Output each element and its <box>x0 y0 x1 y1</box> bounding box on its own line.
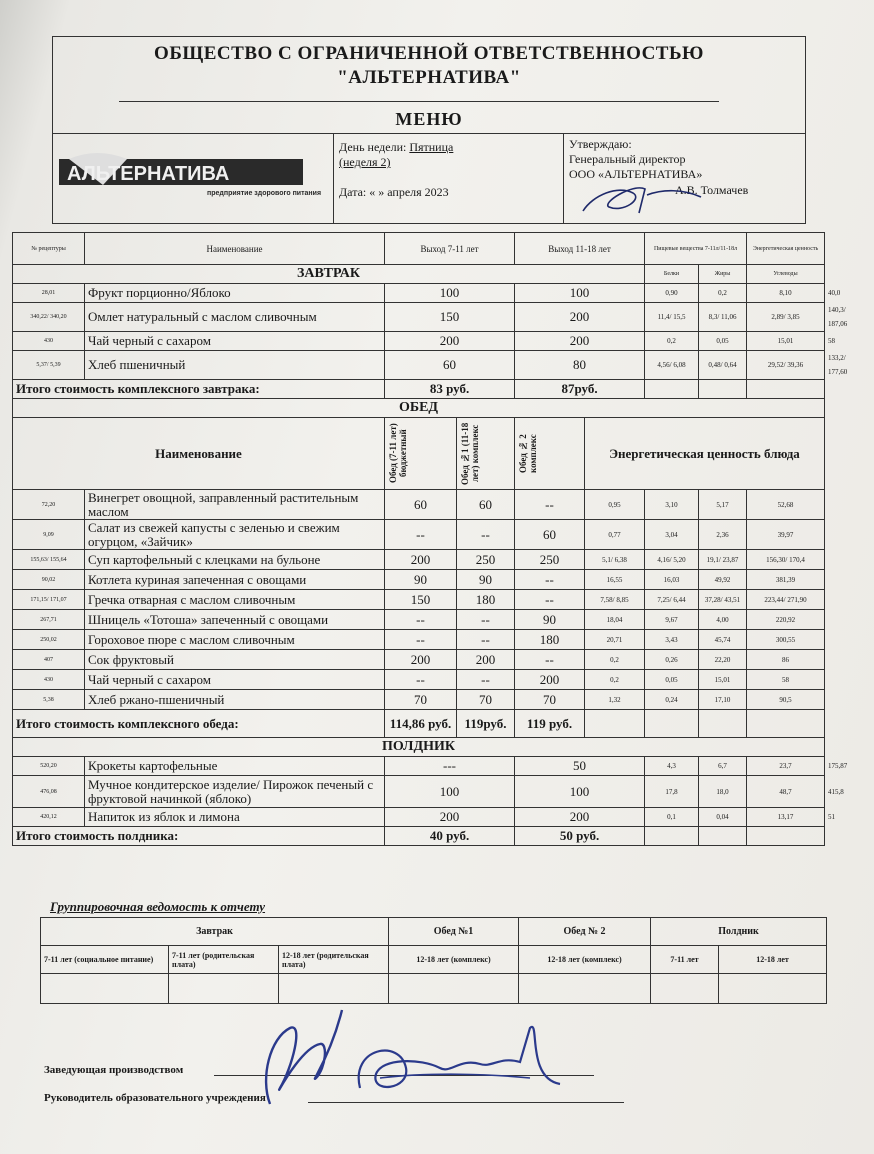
summary-col-1: 7-11 лет (социальное питание) <box>41 946 169 974</box>
fats: 6,7 <box>699 757 747 776</box>
portion-o1: 60 <box>385 490 457 520</box>
total-label: Итого стоимость комплексного завтрака: <box>13 380 385 399</box>
approve-label: Утверждаю: <box>569 137 632 151</box>
energy: 86 <box>747 650 825 670</box>
portion-o3: 60 <box>515 520 585 550</box>
total-7-11: 83 руб. <box>385 380 515 399</box>
fats: 0,04 <box>699 808 747 827</box>
divider <box>119 101 719 102</box>
carbs: 13,17 <box>747 808 825 827</box>
dish-name: Салат из свежей капусты с зеленью и свежим огурцом, «Зайчик» <box>85 520 385 550</box>
portion-7-11: --- <box>385 757 515 776</box>
company-logo <box>57 155 322 217</box>
summary-col-6: 7-11 лет <box>651 946 719 974</box>
portion-7-11: 100 <box>385 284 515 303</box>
fats: 9,67 <box>645 610 699 630</box>
proteins: 17,8 <box>645 776 699 808</box>
signature-head-production: Заведующая производством <box>44 1064 184 1076</box>
dish-name: Хлеб пшеничный <box>85 351 385 380</box>
day-value: Пятница <box>409 140 454 154</box>
portion-7-11: 200 <box>385 808 515 827</box>
summary-subheader-row <box>41 946 827 974</box>
fats: 0,48/ 0,64 <box>699 351 747 380</box>
total-o1: 114,86 руб. <box>385 710 457 738</box>
portion-o3: -- <box>515 590 585 610</box>
table-header-row <box>13 233 825 265</box>
recipe-no: 250,02 <box>13 630 85 650</box>
snack-section-row <box>13 738 825 757</box>
portion-7-11: 150 <box>385 303 515 332</box>
table-row <box>13 570 825 590</box>
portion-11-18: 100 <box>515 284 645 303</box>
dish-name: Сок фруктовый <box>85 650 385 670</box>
total-11-18: 50 руб. <box>515 827 645 846</box>
divider <box>333 133 334 223</box>
fats: 4,16/ 5,20 <box>645 550 699 570</box>
energy: 52,68 <box>747 490 825 520</box>
recipe-no: 9,09 <box>13 520 85 550</box>
header-out-11-18: Выход 11-18 лет <box>515 233 645 265</box>
recipe-no: 340,22/ 340,20 <box>13 303 85 332</box>
proteins: 4,3 <box>645 757 699 776</box>
proteins: 4,56/ 6,08 <box>645 351 699 380</box>
portion-o1: 90 <box>385 570 457 590</box>
portion-o3: -- <box>515 570 585 590</box>
carbs: 19,1/ 23,87 <box>699 550 747 570</box>
recipe-no: 171,15/ 171,07 <box>13 590 85 610</box>
recipe-no: 476,08 <box>13 776 85 808</box>
energy: 300,55 <box>747 630 825 650</box>
proteins: 7,58/ 8,85 <box>585 590 645 610</box>
dish-name: Фрукт порционно/Яблоко <box>85 284 385 303</box>
carbs: 23,7 <box>747 757 825 776</box>
signature-head-school: Руководитель образовательного учреждения <box>44 1092 266 1104</box>
portion-o1: 150 <box>385 590 457 610</box>
table-row <box>13 332 825 351</box>
dish-name: Винегрет овощной, заправленный растительным маслом <box>85 490 385 520</box>
total-11-18: 87руб. <box>515 380 645 399</box>
portion-o2: 90 <box>457 570 515 590</box>
lunch-header-o2: Обед №1 (11-18 лет) комплекс <box>460 422 480 485</box>
proteins: 0,95 <box>585 490 645 520</box>
proteins: 5,1/ 6,38 <box>585 550 645 570</box>
day-of-week <box>339 140 453 170</box>
dish-name: Котлета куриная запеченная с овощами <box>85 570 385 590</box>
dish-name: Чай черный с сахаром <box>85 670 385 690</box>
carbs: 8,10 <box>747 284 825 303</box>
carbs: 48,7 <box>747 776 825 808</box>
carbs: 15,01 <box>699 670 747 690</box>
week-label: (неделя 2) <box>339 155 391 169</box>
table-row <box>13 590 825 610</box>
document-title: МЕНЮ <box>395 109 463 129</box>
table-row <box>13 808 825 827</box>
company-name: ООО «АЛЬТЕРНАТИВА» <box>569 167 703 181</box>
header-recipe-no: № рецептуры <box>13 233 85 265</box>
energy: 156,30/ 170,4 <box>747 550 825 570</box>
portion-o3: 250 <box>515 550 585 570</box>
energy: 220,92 <box>747 610 825 630</box>
portion-o3: 180 <box>515 630 585 650</box>
table-row <box>13 550 825 570</box>
table-row <box>13 776 825 808</box>
portion-o1: 70 <box>385 690 457 710</box>
handwritten-signatures <box>230 1008 590 1118</box>
recipe-no: 5,38 <box>13 690 85 710</box>
portion-o1: 200 <box>385 650 457 670</box>
portion-o3: 200 <box>515 670 585 690</box>
carbs: 37,28/ 43,51 <box>699 590 747 610</box>
fats: 16,03 <box>645 570 699 590</box>
portion-7-11: 60 <box>385 351 515 380</box>
fats: 0,26 <box>645 650 699 670</box>
logo-name: АЛЬТЕРНАТИВА <box>67 163 230 185</box>
recipe-no: 267,71 <box>13 610 85 630</box>
proteins: 0,2 <box>645 332 699 351</box>
proteins: 0,2 <box>585 670 645 690</box>
summary-col-2: 7-11 лет (родительская плата) <box>169 946 279 974</box>
date-line: Дата: « » апреля 2023 <box>339 185 449 199</box>
header-nutrients: Пищевые вещества 7-11л/11-18л <box>645 233 747 265</box>
portion-o1: 200 <box>385 550 457 570</box>
lunch-total-row <box>13 710 825 738</box>
fats: 0,2 <box>699 284 747 303</box>
portion-o1: -- <box>385 520 457 550</box>
table-row <box>13 284 825 303</box>
recipe-no: 28,01 <box>13 284 85 303</box>
lunch-header-o3: Обед № 2 комплекс <box>518 434 539 473</box>
recipe-no: 407 <box>13 650 85 670</box>
carbs: 45,74 <box>699 630 747 650</box>
proteins: 1,32 <box>585 690 645 710</box>
table-row <box>13 303 825 332</box>
dish-name: Чай черный с сахаром <box>85 332 385 351</box>
document-header <box>52 36 806 224</box>
dish-name: Напиток из яблок и лимона <box>85 808 385 827</box>
section-title: ОБЕД <box>13 399 825 418</box>
dish-name: Хлеб ржано-пшеничный <box>85 690 385 710</box>
fats: 7,25/ 6,44 <box>645 590 699 610</box>
portion-o3: -- <box>515 650 585 670</box>
proteins: 11,4/ 15,5 <box>645 303 699 332</box>
header-carbs: Углеводы <box>747 265 825 284</box>
table-row <box>13 610 825 630</box>
summary-lunch2: Обед № 2 <box>519 918 651 946</box>
summary-lunch1: Обед №1 <box>389 918 519 946</box>
fats: 0,24 <box>645 690 699 710</box>
day-label: День недели: <box>339 140 407 154</box>
portion-o3: 90 <box>515 610 585 630</box>
portion-o2: -- <box>457 610 515 630</box>
portion-o3: -- <box>515 490 585 520</box>
portion-11-18: 200 <box>515 303 645 332</box>
header-name: Наименование <box>85 233 385 265</box>
carbs: 17,10 <box>699 690 747 710</box>
table-row <box>13 650 825 670</box>
summary-col-7: 12-18 лет <box>719 946 827 974</box>
table-row <box>13 757 825 776</box>
lunch-header-row <box>13 418 825 490</box>
recipe-no: 5,37/ 5,39 <box>13 351 85 380</box>
portion-o2: 70 <box>457 690 515 710</box>
logo-subtitle: предприятие здорового питания <box>207 190 322 197</box>
table-row <box>13 690 825 710</box>
portion-o2: 250 <box>457 550 515 570</box>
energy: 90,5 <box>747 690 825 710</box>
carbs: 22,20 <box>699 650 747 670</box>
dish-name: Омлет натуральный с маслом сливочным <box>85 303 385 332</box>
portion-o2: 60 <box>457 490 515 520</box>
portion-o2: -- <box>457 670 515 690</box>
proteins: 0,2 <box>585 650 645 670</box>
fats: 3,43 <box>645 630 699 650</box>
summary-col-5: 12-18 лет (комплекс) <box>519 946 651 974</box>
org-name-line1: ОБЩЕСТВО С ОГРАНИЧЕННОЙ ОТВЕТСТВЕННОСТЬЮ <box>154 43 704 64</box>
carbs: 5,17 <box>699 490 747 520</box>
energy: 39,97 <box>747 520 825 550</box>
recipe-no: 155,63/ 155,64 <box>13 550 85 570</box>
proteins: 0,77 <box>585 520 645 550</box>
proteins: 20,71 <box>585 630 645 650</box>
summary-snack: Полдник <box>651 918 827 946</box>
table-row <box>13 520 825 550</box>
energy: 58 <box>747 670 825 690</box>
summary-breakfast: Завтрак <box>41 918 389 946</box>
total-label: Итого стоимость полдника: <box>13 827 385 846</box>
fats: 0,05 <box>645 670 699 690</box>
lunch-header-name: Наименование <box>13 418 385 490</box>
portion-o1: -- <box>385 630 457 650</box>
header-proteins: Белки <box>645 265 699 284</box>
total-o3: 119 руб. <box>515 710 585 738</box>
dish-name: Суп картофельный с клецками на бульоне <box>85 550 385 570</box>
total-o2: 119руб. <box>457 710 515 738</box>
summary-empty-row <box>41 974 827 1004</box>
recipe-no: 420,12 <box>13 808 85 827</box>
dish-name: Шницель «Тотоша» запеченный с овощами <box>85 610 385 630</box>
carbs: 2,89/ 3,85 <box>747 303 825 332</box>
proteins: 16,55 <box>585 570 645 590</box>
proteins: 0,1 <box>645 808 699 827</box>
proteins: 18,04 <box>585 610 645 630</box>
portion-o2: -- <box>457 630 515 650</box>
dish-name: Гороховое пюре с маслом сливочным <box>85 630 385 650</box>
carbs: 29,52/ 39,36 <box>747 351 825 380</box>
recipe-no: 90,02 <box>13 570 85 590</box>
lunch-section-row <box>13 399 825 418</box>
fats: 8,3/ 11,06 <box>699 303 747 332</box>
fats: 0,05 <box>699 332 747 351</box>
portion-11-18: 100 <box>515 776 645 808</box>
divider <box>563 133 564 223</box>
director-position: Генеральный директор <box>569 152 686 166</box>
org-name-line2: "АЛЬТЕРНАТИВА" <box>337 67 521 88</box>
table-row <box>13 351 825 380</box>
section-title: ЗАВТРАК <box>13 265 645 284</box>
portion-11-18: 200 <box>515 808 645 827</box>
portion-o1: -- <box>385 610 457 630</box>
energy: 223,44/ 271,90 <box>747 590 825 610</box>
snack-total-row <box>13 827 825 846</box>
portion-11-18: 80 <box>515 351 645 380</box>
fats: 18,0 <box>699 776 747 808</box>
summary-table <box>40 917 827 1004</box>
table-row <box>13 630 825 650</box>
total-label: Итого стоимость комплексного обеда: <box>13 710 385 738</box>
lunch-header-o1: Обед (7-11 лет) бюджетный <box>388 423 408 484</box>
portion-7-11: 200 <box>385 332 515 351</box>
carbs: 49,92 <box>699 570 747 590</box>
carbs: 2,36 <box>699 520 747 550</box>
proteins: 0,90 <box>645 284 699 303</box>
breakfast-section-row <box>13 265 825 284</box>
menu-table <box>12 232 825 846</box>
table-row <box>13 490 825 520</box>
portion-o2: 180 <box>457 590 515 610</box>
dish-name: Мучное кондитерское изделие/ Пирожок печеный с фруктовой начинкой (яблоко) <box>85 776 385 808</box>
header-fats: Жиры <box>699 265 747 284</box>
fats: 3,10 <box>645 490 699 520</box>
summary-col-4: 12-18 лет (комплекс) <box>389 946 519 974</box>
portion-o2: -- <box>457 520 515 550</box>
portion-7-11: 100 <box>385 776 515 808</box>
divider <box>53 133 805 134</box>
dish-name: Гречка отварная с маслом сливочным <box>85 590 385 610</box>
recipe-no: 72,20 <box>13 490 85 520</box>
section-title: ПОЛДНИК <box>13 738 825 757</box>
summary-col-3: 12-18 лет (родительская плата) <box>279 946 389 974</box>
header-energy: Энергетическая ценность <box>747 233 825 265</box>
recipe-no: 430 <box>13 670 85 690</box>
fats: 3,04 <box>645 520 699 550</box>
carbs: 15,01 <box>747 332 825 351</box>
energy: 381,39 <box>747 570 825 590</box>
lunch-header-energy: Энергетическая ценность блюда <box>585 418 825 490</box>
total-7-11: 40 руб. <box>385 827 515 846</box>
portion-11-18: 200 <box>515 332 645 351</box>
carbs: 4,00 <box>699 610 747 630</box>
header-out-7-11: Выход 7-11 лет <box>385 233 515 265</box>
portion-o2: 200 <box>457 650 515 670</box>
director-name: А.В. Толмачев <box>675 183 749 197</box>
recipe-no: 430 <box>13 332 85 351</box>
portion-o1: -- <box>385 670 457 690</box>
summary-title: Группировочная ведомость к отчету <box>50 899 266 914</box>
summary-header-row <box>41 918 827 946</box>
director-signature <box>573 175 713 219</box>
table-row <box>13 670 825 690</box>
portion-11-18: 50 <box>515 757 645 776</box>
breakfast-total-row <box>13 380 825 399</box>
portion-o3: 70 <box>515 690 585 710</box>
dish-name: Крокеты картофельные <box>85 757 385 776</box>
recipe-no: 520,20 <box>13 757 85 776</box>
